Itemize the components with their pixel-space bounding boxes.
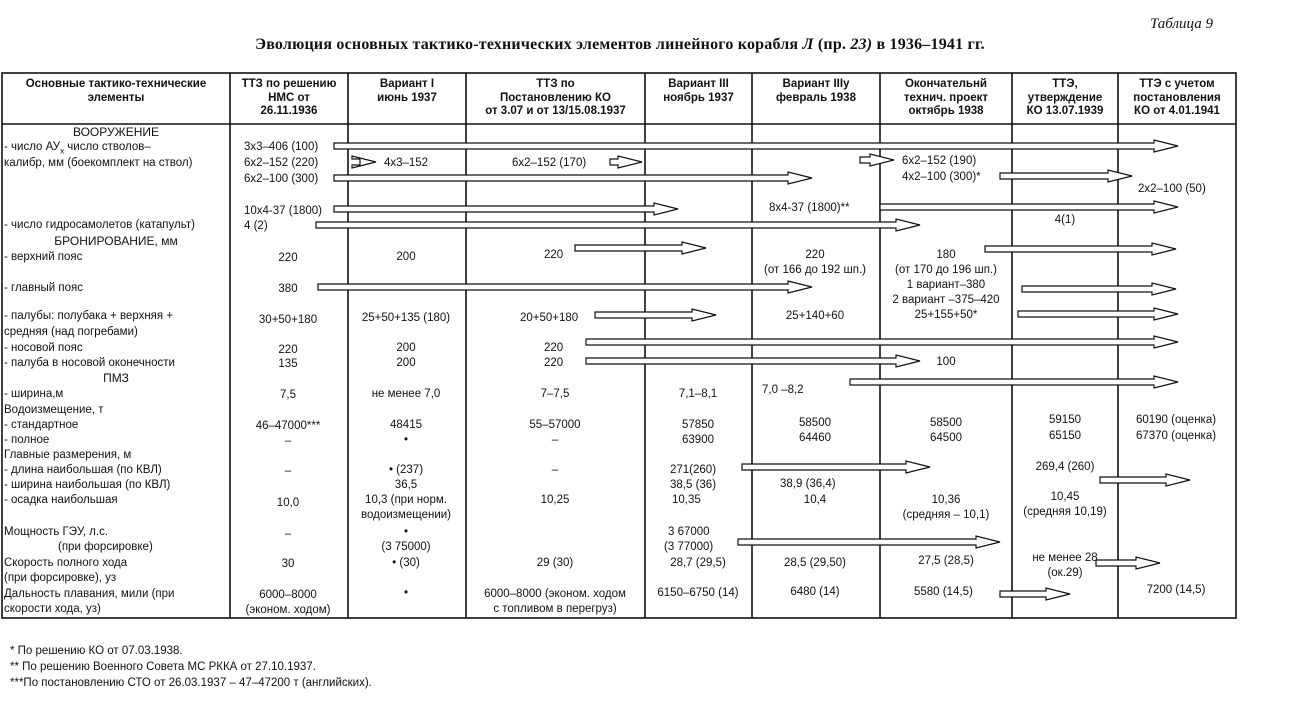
header-final-project — [882, 78, 1010, 119]
row-label-decks-2: средняя (над погребами) — [4, 326, 138, 338]
cell-c6-upper-belt: 180 — [936, 249, 956, 261]
cell-c1-gun-main: 3х3–406 (100) — [244, 141, 319, 153]
row-label-bow-belt: - носовой пояс — [4, 342, 83, 354]
title-after: в 1936–1941 гг. — [876, 36, 985, 53]
cell-c3-width: 7–7,5 — [540, 388, 570, 400]
title-before: Эволюция основных тактико-технических элементов линейного корабля — [255, 36, 799, 53]
cell-c1-full: – — [284, 435, 292, 447]
cell-c1-width: 7,5 — [280, 389, 296, 401]
continuation-arrow — [318, 281, 812, 293]
cell-c3-standard: 55–57000 — [529, 419, 581, 431]
continuation-arrow — [334, 203, 678, 215]
cell-c6-gun-universal: 4х2–100 (300)* — [902, 171, 981, 183]
cell-c2-full: • — [403, 434, 409, 446]
row-label-speed: Скорость полного хода — [4, 557, 128, 569]
title-italic2: 23) — [850, 36, 873, 53]
cell-c5-upper-belt: 220 — [805, 249, 825, 261]
cell-c5-aa: 8х4-37 (1800)** — [769, 202, 850, 214]
cell-c4-beam: 38,5 (36) — [670, 479, 717, 491]
cell-c6-bow: 100 — [936, 356, 956, 368]
row-label-dimensions: Главные размерения, м — [4, 449, 132, 461]
cell-c5-speed: 28,5 (29,50) — [783, 557, 847, 569]
continuation-arrow — [352, 156, 376, 168]
continuation-arrow — [985, 243, 1176, 255]
row-label-length: - длина наибольшая (по КВЛ) — [4, 464, 162, 476]
cell-c6-standard: 58500 — [930, 417, 962, 429]
cell-c2-width: не менее 7,0 — [371, 388, 441, 400]
cell-c1-bow-deck: 135 — [278, 358, 298, 370]
cell-c7-speed: не менее 28 — [1032, 552, 1098, 564]
row-label-decks: - палубы: полубака + верхняя + — [4, 310, 174, 322]
cell-c4-draft: 10,35 — [672, 494, 701, 506]
header-tte-1941 — [1120, 78, 1234, 119]
cell-c5-full: 64460 — [799, 432, 831, 444]
continuation-arrow — [742, 461, 930, 473]
cell-c6-full: 64500 — [930, 432, 962, 444]
cell-c2-speed: • (30) — [392, 557, 420, 569]
section-armament: ВООРУЖЕНИЕ — [72, 125, 160, 139]
arrow-layer — [316, 140, 1190, 600]
cell-c3-range-note: с топливом в перегруз) — [493, 603, 617, 615]
cell-c2-draft-note: водоизмещении) — [361, 509, 451, 521]
header-elements — [6, 78, 226, 105]
row-label-aircraft: - число гидросамолетов (катапульт) — [4, 219, 195, 231]
cell-c3-bow-belt: 220 — [544, 342, 564, 354]
row-label-range: Дальность плавания, мили (при — [4, 588, 175, 600]
cell-c4-width: 7,1–8,1 — [678, 388, 718, 400]
continuation-arrow — [334, 172, 812, 184]
continuation-arrow — [586, 336, 1178, 348]
row-label-au-part1: - число АУ — [4, 141, 61, 153]
cell-c6-range: 5580 (14,5) — [914, 586, 973, 598]
cell-c4-speed: 28,7 (29,5) — [670, 557, 726, 569]
continuation-arrow — [1000, 588, 1070, 600]
footnote-2: ** По решению Военного Совета МС РККА от 27.10.1937. — [10, 661, 316, 673]
cell-c5-range: 6480 (14) — [790, 586, 840, 598]
cell-c2-decks: 25+50+135 (180) — [361, 312, 451, 324]
cell-c6-decks: 25+155+50* — [914, 309, 978, 321]
cell-c8-range: 7200 (14,5) — [1146, 584, 1206, 596]
cell-c1-range: 6000–8000 — [259, 589, 317, 601]
header-text: ТТЗ по Постановлению КО от 3.07 и от 13/15.08.1937 — [485, 78, 626, 117]
header-text: ТТЭ, утверждение КО 13.07.1939 — [1026, 78, 1104, 117]
cell-c6-main-belt-v2: 2 вариант –375–420 — [892, 294, 1000, 306]
header-variant-3 — [647, 78, 750, 105]
continuation-arrow — [334, 140, 1178, 152]
header-text: Вариант IIIу февраль 1938 — [776, 78, 856, 104]
cell-c3-full: – — [551, 434, 559, 446]
table-number: Таблица 9 — [1150, 16, 1213, 32]
cell-c2-standard: 48415 — [390, 419, 422, 431]
row-label-range-speed: скорости хода, уз) — [4, 603, 101, 615]
section-pmz: ПМЗ — [103, 371, 129, 385]
row-label-main-belt: - главный пояс — [4, 282, 84, 294]
continuation-arrow — [1000, 170, 1132, 182]
cell-c5-beam: 38,9 (36,4) — [780, 478, 836, 490]
continuation-arrow — [1100, 474, 1190, 486]
header-tte-1939 — [1014, 78, 1116, 119]
header-text: Основные тактико-технические элементы — [25, 78, 207, 104]
row-label-full: - полное — [4, 434, 50, 446]
continuation-arrow — [1022, 283, 1176, 295]
row-label-power: Мощность ГЭУ, л.с. — [4, 526, 109, 538]
cell-c2-bow-belt: 200 — [396, 342, 416, 354]
cell-c1-power: – — [284, 528, 292, 540]
cell-c5-upper-belt-range: (от 166 до 192 шп.) — [764, 264, 866, 276]
continuation-arrow — [1096, 557, 1160, 569]
continuation-arrow — [738, 536, 1000, 548]
continuation-arrow — [595, 309, 716, 321]
continuation-arrow — [586, 355, 920, 367]
continuation-arrow — [1018, 308, 1178, 320]
continuation-arrow — [880, 201, 1178, 213]
cell-c6-main-belt-v1: 1 вариант–380 — [906, 279, 986, 291]
row-label-caliber: калибр, мм (боекомплект на ствол) — [4, 157, 193, 169]
cell-c2-gun: 4х3–152 — [383, 157, 429, 169]
cell-c2-bow-deck: 200 — [396, 357, 416, 369]
cell-c3-upper-belt: 220 — [544, 249, 564, 261]
cell-c3-decks: 20+50+180 — [520, 312, 579, 324]
cell-c1-draft: 10,0 — [276, 497, 300, 509]
row-label-displacement: Водоизмещение, т — [4, 404, 104, 416]
cell-c6-draft-note: (средняя – 10,1) — [902, 509, 990, 521]
cell-c5-decks: 25+140+60 — [785, 310, 845, 322]
row-label-bow-deck: - палуба в носовой оконечности — [4, 357, 175, 369]
row-label-standard: - стандартное — [4, 419, 79, 431]
header-text: Вариант III ноябрь 1937 — [663, 78, 734, 104]
continuation-arrow — [860, 154, 894, 166]
cell-c5-draft: 10,4 — [803, 494, 827, 506]
row-label-power-forced: (при форсировке) — [58, 541, 153, 553]
continuation-arrow — [316, 219, 920, 231]
cell-c6-gun-secondary: 6х2–152 (190) — [902, 155, 977, 167]
cell-c6-speed: 27,5 (28,5) — [918, 555, 974, 567]
title-italic: Л — [802, 36, 814, 53]
cell-c1-length: – — [284, 465, 292, 477]
footnotes — [10, 643, 372, 691]
cell-c5-standard: 58500 — [799, 417, 831, 429]
continuation-arrow — [850, 376, 1178, 388]
cell-c2-power: • — [403, 526, 409, 538]
cell-c2-length: • (237) — [388, 464, 424, 476]
row-label-au-part2: число стволов– — [64, 141, 151, 153]
row-label-beam: - ширина наибольшая (по КВЛ) — [4, 479, 171, 491]
footnote-1: * По решению КО от 07.03.1938. — [10, 645, 183, 657]
footnote-3: ***По постановлению СТО от 26.03.1937 – 47–47200 т (английских). — [10, 677, 372, 689]
cell-c3-draft: 10,25 — [540, 494, 570, 506]
cell-c1-decks: 30+50+180 — [258, 314, 318, 326]
cell-c1-aircraft: 4 (2) — [244, 220, 268, 232]
cell-c8-gun: 2х2–100 (50) — [1138, 183, 1206, 195]
cell-c6-upper-belt-range: (от 170 до 196 шп.) — [895, 264, 997, 276]
cell-c4-standard: 57850 — [682, 419, 714, 431]
cell-c1-upper-belt: 220 — [278, 252, 298, 264]
header-ttz-1936 — [232, 78, 346, 119]
cell-c8-standard: 60190 (оценка) — [1135, 414, 1217, 426]
cell-c3-speed: 29 (30) — [536, 557, 574, 569]
cell-c1-range-note: (эконом. ходом) — [245, 604, 331, 616]
cell-c1-bow-belt: 220 — [278, 344, 298, 356]
section-armor: БРОНИРОВАНИЕ, мм — [54, 234, 178, 248]
cell-c7-full: 65150 — [1049, 430, 1081, 442]
cell-c4-length: 271(260) — [670, 464, 717, 476]
continuation-arrow — [610, 156, 642, 168]
header-variant-3u — [754, 78, 878, 105]
cell-c2-upper-belt: 200 — [396, 251, 416, 263]
cell-c4-full: 63900 — [682, 434, 714, 446]
cell-c8-full: 67370 (оценка) — [1135, 430, 1217, 442]
cell-c4-power-forced: (3 77000) — [664, 541, 714, 553]
header-text: Окончательнй технич. проект октябрь 1938 — [903, 78, 989, 117]
cell-c7-length: 269,4 (260) — [1035, 461, 1095, 473]
cell-c7-speed-note: (ок.29) — [1047, 567, 1083, 579]
header-text: ТТЗ по решению НМС от 26.11.1936 — [241, 78, 337, 117]
row-label-width: - ширина,м — [4, 388, 64, 400]
cell-c7-standard: 59150 — [1049, 414, 1081, 426]
cell-c3-gun: 6х2–152 (170) — [512, 157, 587, 169]
cell-c3-length: – — [551, 464, 559, 476]
header-text: Вариант I июнь 1937 — [377, 78, 437, 104]
cell-c4-range: 6150–6750 (14) — [657, 587, 739, 599]
cell-c1-gun-secondary: 6х2–152 (220) — [244, 157, 319, 169]
header-ttz-ko-1937 — [468, 78, 643, 119]
cell-c1-speed: 30 — [281, 558, 295, 570]
cell-c1-aa: 10х4-37 (1800) — [244, 205, 322, 217]
cell-c6-draft: 10,36 — [931, 494, 961, 506]
title-middle: (пр. — [817, 36, 847, 53]
row-label-draft: - осадка наибольшая — [4, 494, 118, 506]
cell-c1-main-belt: 380 — [278, 283, 298, 295]
cell-c7-draft-note: (средняя 10,19) — [1023, 506, 1107, 518]
cell-c2-power-forced: (3 75000) — [381, 541, 431, 553]
header-variant-1 — [350, 78, 464, 105]
cell-c3-range: 6000–8000 (эконом. ходом — [484, 588, 626, 600]
row-label-speed-forced: (при форсировке), уз — [4, 572, 117, 584]
cell-c5-width: 7,0 –8,2 — [762, 384, 804, 396]
continuation-arrow — [575, 242, 706, 254]
cell-c2-beam: 36,5 — [394, 479, 418, 491]
cell-c2-draft: 10,3 (при норм. — [365, 494, 447, 506]
cell-c7-aircraft: 4(1) — [1054, 214, 1076, 226]
cell-c1-gun-universal: 6х2–100 (300) — [244, 173, 319, 185]
cell-c4-power: 3 67000 — [668, 526, 710, 538]
row-label-au-x: х — [60, 146, 65, 156]
row-label-upper-belt: - верхний пояс — [4, 251, 83, 263]
cell-c3-bow-deck: 220 — [544, 357, 564, 369]
cell-c1-standard: 46–47000*** — [255, 420, 321, 432]
header-text: ТТЭ с учетом постановления КО от 4.01.1941 — [1133, 78, 1221, 117]
cell-c7-draft: 10,45 — [1050, 491, 1080, 503]
cell-c2-range: • — [403, 587, 409, 599]
